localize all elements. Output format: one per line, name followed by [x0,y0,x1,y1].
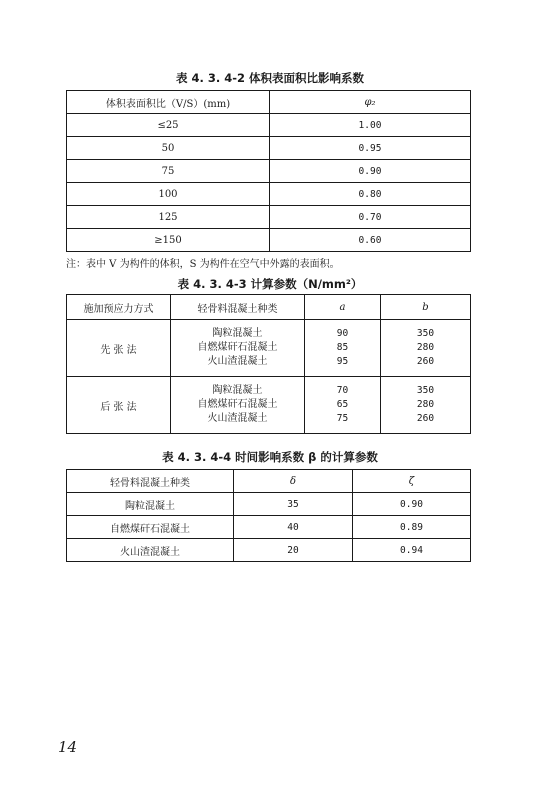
header-ratio: 体积表面积比（V/S）(mm) [67,91,270,114]
b-value: 350 [416,328,435,339]
table-header-row [67,91,471,114]
table3-caption: 表 4. 3. 4-4 时间影响系数 β 的计算参数 [162,450,378,464]
types-cell [171,320,305,377]
a-cell [305,320,381,377]
cell: 0.89 [353,516,471,539]
b-cell [381,320,471,377]
cell: 35 [234,493,353,516]
a-value: 75 [336,413,349,424]
header-concrete-type: 轻骨料混凝土种类 [67,470,234,493]
types-cell [171,377,305,434]
cell: 0.60 [270,229,471,252]
header-concrete-type: 轻骨料混凝土种类 [171,295,305,320]
table1-note: 注：表中 V 为构件的体积，S 为构件在空气中外露的表面积。 [66,259,340,270]
volume-surface-ratio-table [66,90,471,252]
header-zeta: ζ [353,470,471,493]
header-phi2: φ₂ [270,91,471,114]
cell: 火山渣混凝土 [67,539,234,562]
a-cell [305,377,381,434]
cell: 自燃煤矸石混凝土 [67,516,234,539]
table-row [67,160,471,183]
cell: 0.70 [270,206,471,229]
b-value: 260 [416,413,435,424]
table2-caption: 表 4. 3. 4-3 计算参数（N/mm²） [177,277,363,291]
type-label: 自燃煤矸石混凝土 [197,399,278,410]
cell: 0.90 [270,160,471,183]
cell: 0.95 [270,137,471,160]
header-b: b [381,295,471,320]
b-value: 280 [416,342,435,353]
b-value: 280 [416,399,435,410]
table-row [67,539,471,562]
time-coefficient-table [66,469,471,562]
cell: 75 [67,160,270,183]
table-row [67,114,471,137]
table-row [67,320,471,377]
cell: 125 [67,206,270,229]
table-row [67,229,471,252]
cell: 100 [67,183,270,206]
type-label: 自燃煤矸石混凝土 [197,342,278,353]
a-value: 65 [336,399,349,410]
b-value: 260 [416,356,435,367]
cell: ≤25 [67,114,270,137]
cell: 50 [67,137,270,160]
header-method: 施加预应力方式 [67,295,171,320]
table-row [67,493,471,516]
method-cell: 后 张 法 [67,377,171,434]
table-header-row [67,295,471,320]
table-header-row [67,470,471,493]
a-value: 95 [336,356,349,367]
cell: 陶粒混凝土 [67,493,234,516]
type-label: 陶粒混凝土 [212,385,263,396]
calculation-parameters-table [66,294,471,434]
cell: 0.90 [353,493,471,516]
header-a: a [305,295,381,320]
cell: 20 [234,539,353,562]
a-value: 90 [336,328,349,339]
header-delta: δ [234,470,353,493]
table-row [67,206,471,229]
type-label: 火山渣混凝土 [207,413,268,424]
table1-caption: 表 4. 3. 4-2 体积表面积比影响系数 [175,71,365,85]
b-value: 350 [416,385,435,396]
table-row [67,516,471,539]
a-value: 70 [336,385,349,396]
cell: 0.80 [270,183,471,206]
method-cell: 先 张 法 [67,320,171,377]
table-row [67,377,471,434]
table-row [67,183,471,206]
cell: 0.94 [353,539,471,562]
type-label: 火山渣混凝土 [207,356,268,367]
type-label: 陶粒混凝土 [212,328,263,339]
cell: 1.00 [270,114,471,137]
b-cell [381,377,471,434]
cell: ≥150 [67,229,270,252]
cell: 40 [234,516,353,539]
a-value: 85 [336,342,349,353]
page-number: 14 [58,738,78,756]
table-row [67,137,471,160]
